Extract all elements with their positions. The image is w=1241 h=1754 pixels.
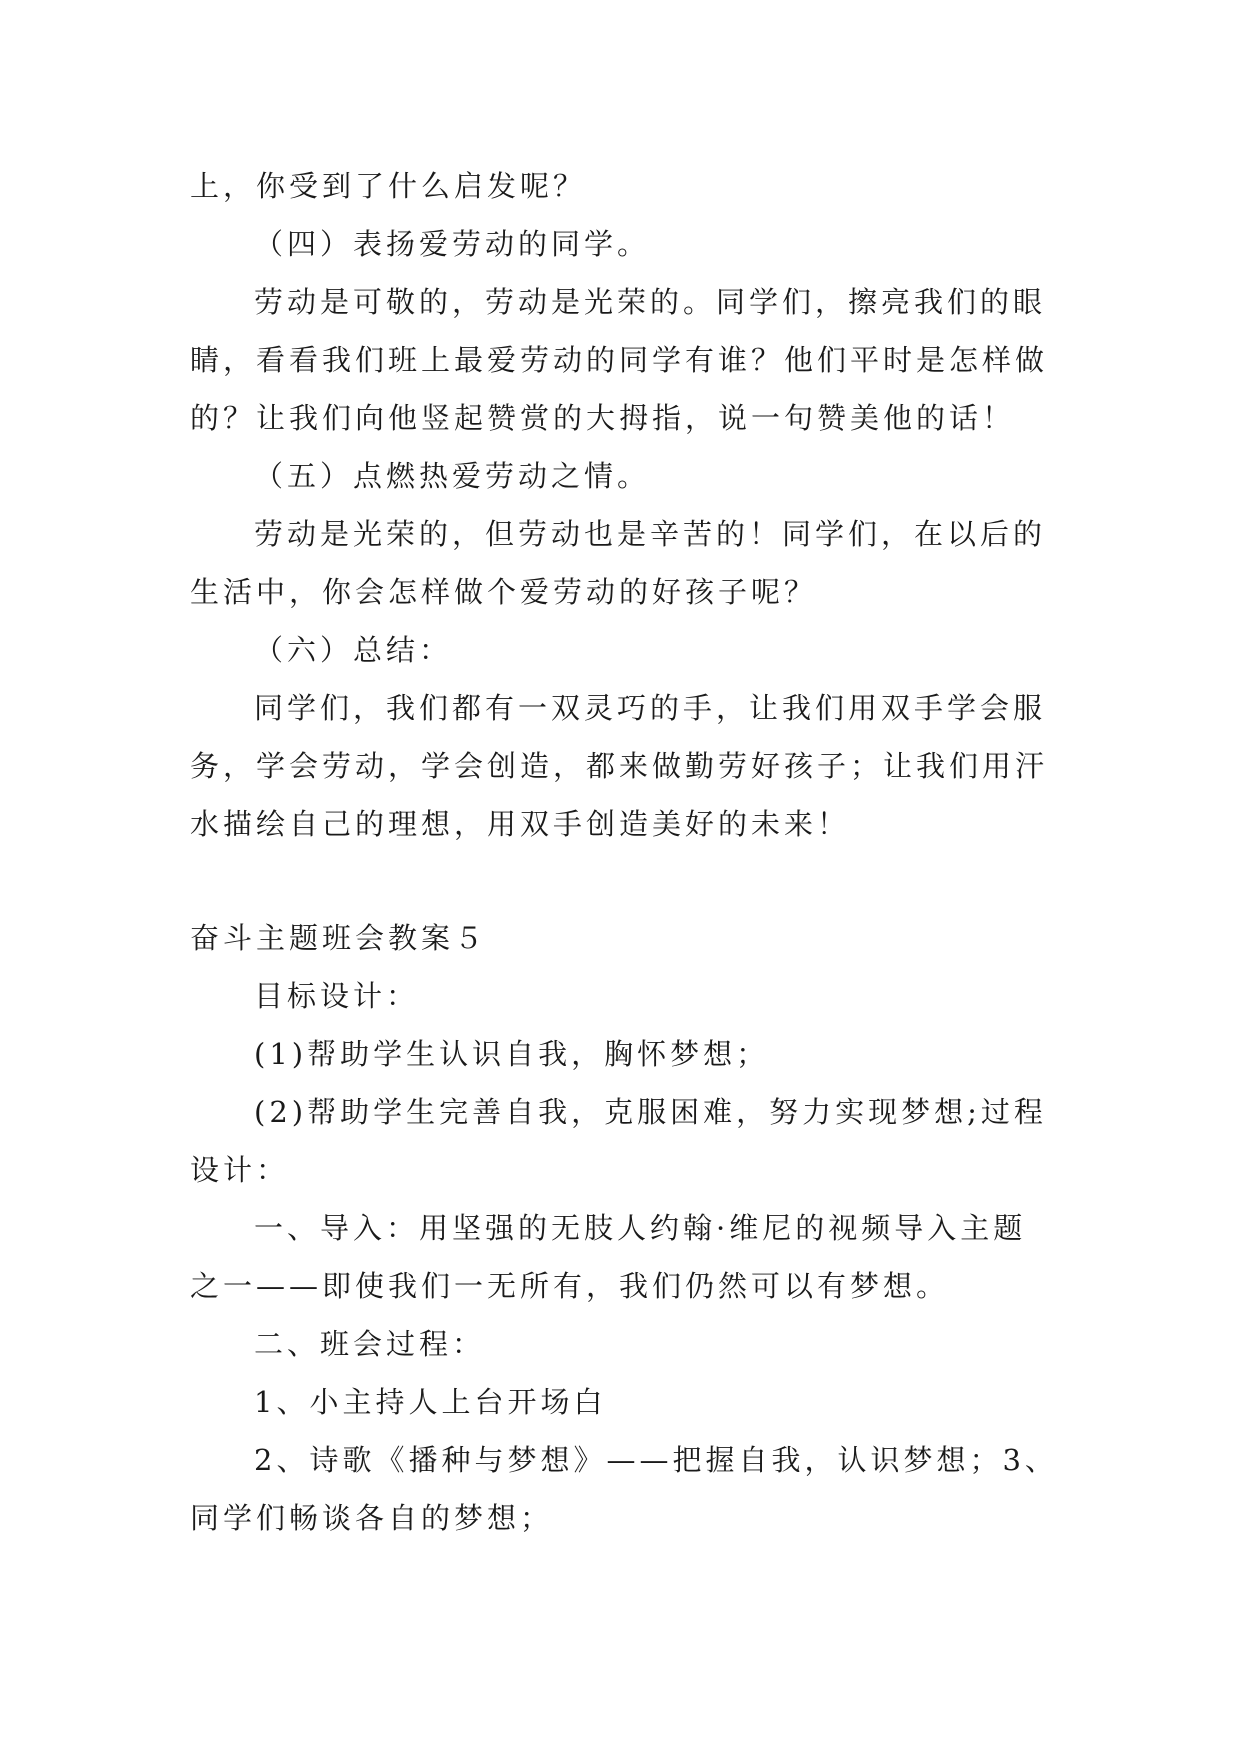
section-heading: （六）总结： (254, 633, 453, 667)
text-line: 生活中，你会怎样做个爱劳动的好孩子呢？ (190, 575, 818, 609)
section-heading: （四）表扬爱劳动的同学。 (254, 227, 651, 261)
text-line: 同学们畅谈各自的梦想； (190, 1501, 554, 1535)
text-line: 劳动是光荣的，但劳动也是辛苦的！同学们，在以后的 (254, 517, 1047, 551)
text-line: 1、小主持人上台开场白 (254, 1385, 607, 1419)
text-line: 水描绘自己的理想，用双手创造美好的未来！ (190, 807, 851, 841)
section-heading: （五）点燃热爱劳动之情。 (254, 459, 651, 493)
text-line: 同学们，我们都有一双灵巧的手，让我们用双手学会服 (254, 691, 1047, 725)
text-line: (1)帮助学生认识自我，胸怀梦想； (254, 1037, 770, 1071)
document-title: 奋斗主题班会教案５ (190, 921, 488, 955)
text-line: 设计： (190, 1153, 290, 1187)
section-heading: 二、班会过程： (254, 1327, 486, 1361)
text-line: 2、诗歌《播种与梦想》——把握自我，认识梦想；3、 (254, 1443, 1058, 1477)
text-line: 之一——即使我们一无所有，我们仍然可以有梦想。 (190, 1269, 950, 1303)
section-heading: 目标设计： (254, 979, 420, 1013)
text-line: 睛，看看我们班上最爱劳动的同学有谁？他们平时是怎样做 (190, 343, 1049, 377)
text-line: 一、导入：用坚强的无肢人约翰·维尼的视频导入主题 (254, 1211, 1027, 1245)
text-line: (2)帮助学生完善自我，克服困难，努力实现梦想;过程 (254, 1095, 1047, 1129)
text-line: 上，你受到了什么启发呢？ (190, 169, 587, 203)
text-line: 劳动是可敬的，劳动是光荣的。同学们，擦亮我们的眼 (254, 285, 1047, 319)
text-line: 务，学会劳动，学会创造，都来做勤劳好孩子；让我们用汗 (190, 749, 1049, 783)
text-line: 的？让我们向他竖起赞赏的大拇指，说一句赞美他的话！ (190, 401, 1016, 435)
